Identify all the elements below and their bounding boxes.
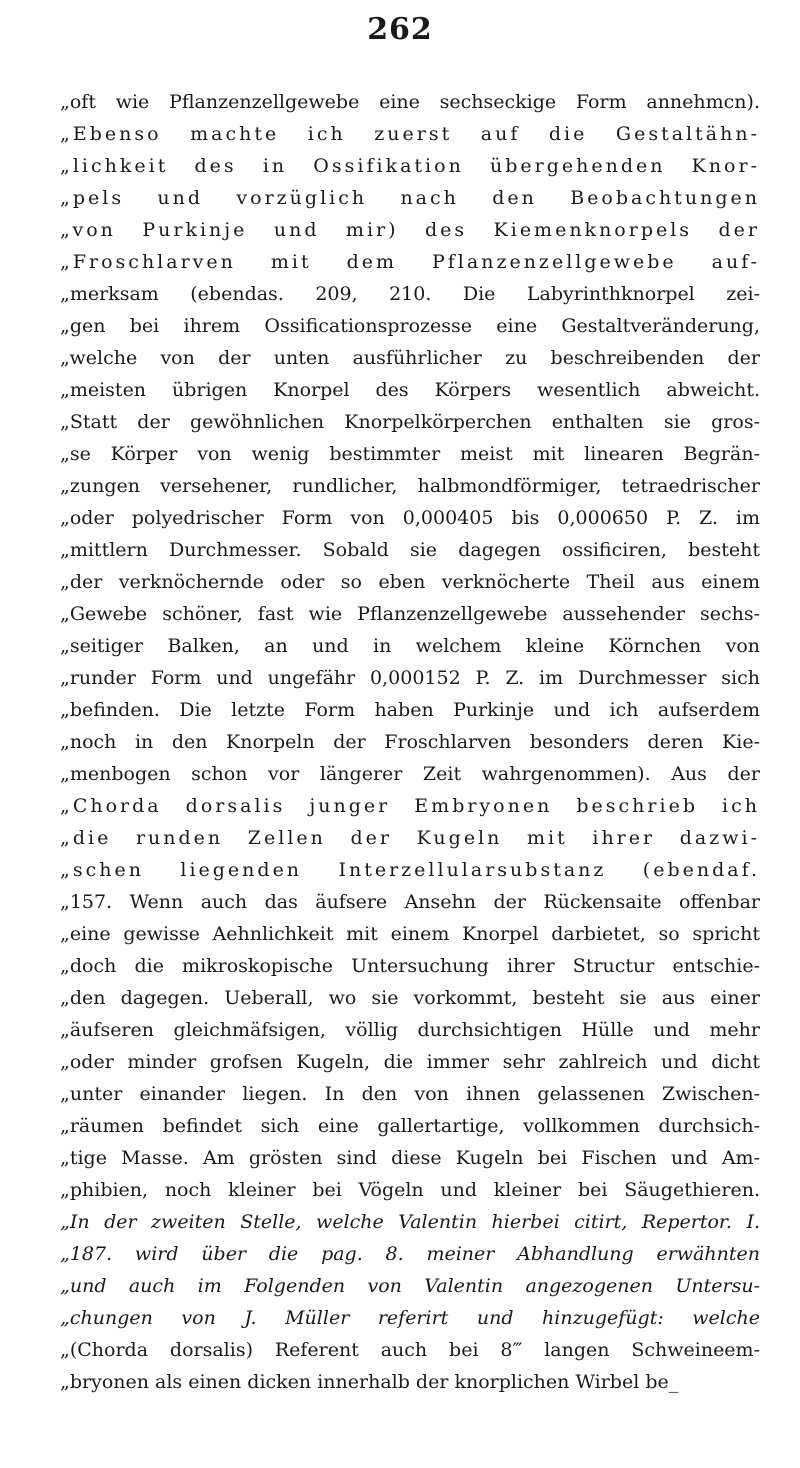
body-text [60,86,760,1398]
text-line: „(Chorda dorsalis) Referent auch bei 8‴ langen Schweineem- [60,1339,760,1361]
text-line: „die runden Zellen der Kugeln mit ihrer dazwi- [60,827,760,849]
text-line: „räumen befindet sich eine gallertartige, vollkommen durchsich- [60,1115,760,1137]
text-line: „der verknöchernde oder so eben verknöcherte Theil aus einem [60,571,760,593]
text-line: „mittlern Durchmesser. Sobald sie dagegen ossificiren, besteht [60,539,760,561]
text-line: „In der zweiten Stelle, welche Valentin hierbei citirt, Repertor. I. [60,1211,760,1233]
text-line: „lichkeit des in Ossifikation übergehenden Knor- [60,155,760,177]
page-number: 262 [367,12,433,47]
text-line: „gen bei ihrem Ossificationsprozesse eine Gestaltveränderung, [60,315,760,337]
text-line: „bryonen als einen dicken innerhalb der knorplichen Wirbel be_ [60,1371,679,1393]
text-line: „befinden. Die letzte Form haben Purkinje und ich aufserdem [60,699,760,721]
text-line: „Froschlarven mit dem Pflanzenzellgewebe auf- [60,251,760,273]
text-line: „se Körper von wenig bestimmter meist mit linearen Begrän- [60,443,760,465]
text-line: „menbogen schon vor längerer Zeit wahrgenommen). Aus der [60,763,760,785]
text-line: „unter einander liegen. In den von ihnen gelassenen Zwischen- [60,1083,760,1105]
text-line: „Gewebe schöner, fast wie Pflanzenzellgewebe aussehender sechs- [60,603,760,625]
text-line: „oder polyedrischer Form von 0,000405 bis 0,000650 P. Z. im [60,507,760,529]
text-line: „schen liegenden Interzellularsubstanz (ebendaf. [60,859,760,881]
text-line: „seitiger Balken, an und in welchem kleine Körnchen von [60,635,760,657]
text-line: „oder minder grofsen Kugeln, die immer sehr zahlreich und dicht [60,1051,760,1073]
text-line: „noch in den Knorpeln der Froschlarven besonders deren Kie- [60,731,760,753]
text-line: „phibien, noch kleiner bei Vögeln und kleiner bei Säugethieren. [60,1179,760,1201]
text-line: „äufseren gleichmäfsigen, völlig durchsichtigen Hülle und mehr [60,1019,760,1041]
text-line: „welche von der unten ausführlicher zu beschreibenden der [60,347,760,369]
text-line: „den dagegen. Ueberall, wo sie vorkommt, besteht sie aus einer [60,987,760,1009]
text-line: „187. wird über die pag. 8. meiner Abhandlung erwähnten [60,1243,760,1265]
text-line: „pels und vorzüglich nach den Beobachtungen [60,187,760,209]
text-line: „meisten übrigen Knorpel des Körpers wesentlich abweicht. [60,379,760,401]
text-line: „doch die mikroskopische Untersuchung ihrer Structur entschie- [60,955,760,977]
text-line: „157. Wenn auch das äufsere Ansehn der Rückensaite offenbar [60,891,760,913]
text-line: „Statt der gewöhnlichen Knorpelkörperchen enthalten sie gros- [60,411,760,433]
text-line: „zungen versehener, rundlicher, halbmondförmiger, tetraedrischer [60,475,760,497]
text-line: „Ebenso machte ich zuerst auf die Gestaltähn- [60,123,760,145]
text-line: „chungen von J. Müller referirt und hinzugefügt: welche [60,1307,760,1329]
text-line: „und auch im Folgenden von Valentin angezogenen Untersu- [60,1275,760,1297]
text-line: „Chorda dorsalis junger Embryonen beschrieb ich [60,795,760,817]
text-line: „von Purkinje und mir) des Kiemenknorpels der [60,219,760,241]
text-line: „eine gewisse Aehnlichkeit mit einem Knorpel darbietet, so spricht [60,923,760,945]
text-line: „merksam (ebendas. 209, 210. Die Labyrinthknorpel zei- [60,283,760,305]
text-line: „tige Masse. Am grösten sind diese Kugeln bei Fischen und Am- [60,1147,760,1169]
text-line: „oft wie Pflanzenzellgewebe eine sechseckige Form annehmcn). [60,91,760,113]
text-line: „runder Form und ungefähr 0,000152 P. Z. im Durchmesser sich [60,667,760,689]
